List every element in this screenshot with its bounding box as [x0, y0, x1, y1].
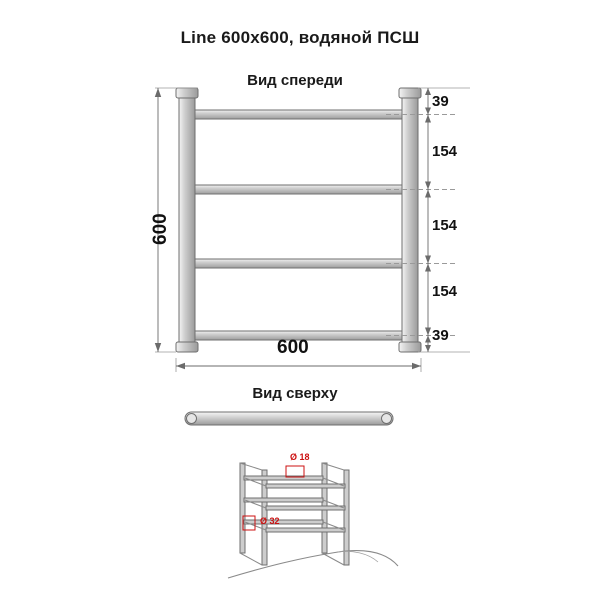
dimension-label-width-600: 600 — [277, 337, 309, 358]
perspective-view-group — [228, 463, 398, 578]
dimension-label-bottom-39: 39 — [432, 327, 449, 344]
dimension-width-600 — [176, 363, 421, 369]
dimension-label-154-3: 154 — [432, 283, 458, 300]
annotation-diameter-18: Ø 18 — [290, 452, 310, 462]
front-rungs — [186, 110, 414, 340]
front-view-title: Вид спереди — [247, 72, 343, 89]
annotation-diameter-32: Ø 32 — [260, 516, 280, 526]
dimension-label-top-39: 39 — [432, 93, 449, 110]
callout-box-18 — [286, 466, 304, 477]
front-posts — [176, 88, 421, 352]
dimension-label-154-2: 154 — [432, 217, 458, 234]
dimension-label-height-600: 600 — [150, 213, 171, 245]
top-view-group — [185, 412, 393, 425]
page-title: Line 600x600, водяной ПСШ — [180, 28, 420, 47]
front-view-group — [155, 88, 470, 372]
dimension-chain-right — [425, 88, 431, 352]
dimension-label-154-1: 154 — [432, 143, 458, 160]
ground-curve — [228, 551, 398, 578]
top-view-title: Вид сверху — [252, 385, 338, 402]
front-extension-lines — [155, 88, 470, 372]
